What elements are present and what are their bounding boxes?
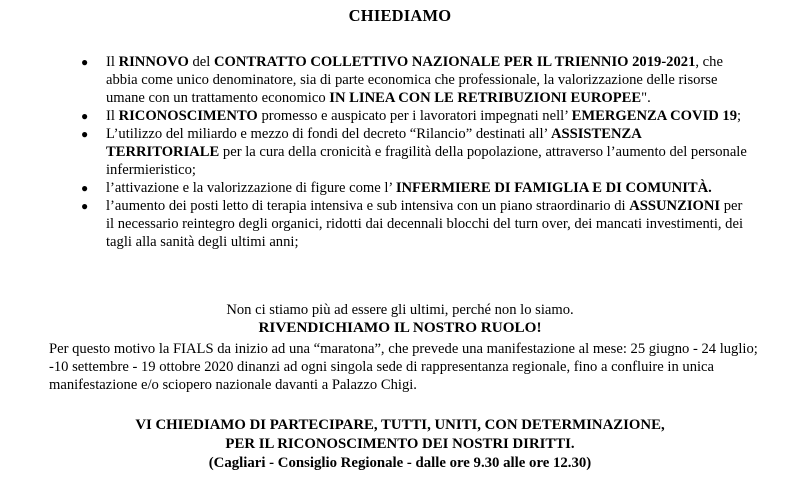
call-line: VI CHIEDIAMO DI PARTECIPARE, TUTTI, UNITI, CON DETERMINAZIONE, [135,417,665,433]
item-text: ; [737,108,742,124]
item-text: per il necessario reintegro degli organici, ridotti dai decennali blocchi del turn over, dei mancati investimenti, dei tagli alla sanità degli ultimi anni; [106,198,744,250]
list-item [0,53,800,107]
item-text: Il [106,54,119,70]
item-text-bold: IN LINEA CON LE RETRIBUZIONI EUROPEE [329,90,642,106]
page-title: CHIEDIAMO [348,6,452,25]
slogan-heading: RIVENDICHIAMO IL NOSTRO RUOLO! [258,319,542,336]
item-text: promesso e auspicato per i lavoratori impegnati nell’ [257,108,572,124]
bullet-icon: ● [81,127,89,141]
item-text: Il [106,108,119,124]
list-item [0,179,800,197]
item-text: l’aumento dei posti letto di terapia intensiva e sub intensiva con un piano straordinario di [106,198,630,214]
bullet-icon: ● [81,109,89,123]
item-text-bold: INFERMIERE DI FAMIGLIA E DI COMUNITÀ. [395,180,712,196]
list-item [0,107,800,125]
item-text-bold: ASSUNZIONI [629,198,721,214]
item-text-bold: RINNOVO [118,54,189,70]
maratona-paragraph: Per questo motivo la FIALS da inizio ad una “maratona”, che prevede una manifestazione al mese: 25 giugno - 24 luglio; -10 settembre - 19 ottobre 2020 dinanzi ad ogni singola sede di rappresentanza regionale, fino a confluire in unica manifestazione e/o sciopero nazionale davanti a Palazzo Chigi. [49,341,758,393]
bullet-icon: ● [81,199,89,213]
list-item [0,197,800,251]
item-text: ". [641,90,651,106]
item-text: l’attivazione e la valorizzazione di figure come l’ [106,180,396,196]
item-text-bold: RICONOSCIMENTO [118,108,258,124]
item-text-bold: CONTRATTO COLLETTIVO NAZIONALE PER IL TRIENNIO 2019-2021 [213,54,696,70]
statement-text: Non ci stiamo più ad essere gli ultimi, perché non lo siamo. [226,302,574,318]
list-item [0,125,800,179]
item-text-bold: EMERGENZA COVID 19 [571,108,738,124]
bullet-icon: ● [81,181,89,195]
call-line: PER IL RICONOSCIMENTO DEI NOSTRI DIRITTI. [225,436,575,452]
demands-list [0,53,800,251]
bullet-icon: ● [81,55,89,69]
item-text: del [188,54,214,70]
item-text: L’utilizzo del miliardo e mezzo di fondi del decreto “Rilancio” destinati all’ [106,126,551,142]
item-text: per la cura della cronicità e fragilità della popolazione, attraverso l’aumento del personale infermieristico; [106,144,747,178]
item-text: , che abbia come unico denominatore, sia di parte economica che professionale, la valorizzazione delle risorse umane con un trattamento economico [106,54,723,106]
event-details: (Cagliari - Consiglio Regionale - dalle ore 9.30 alle ore 12.30) [208,455,592,471]
item-text-bold: ASSISTENZA TERRITORIALE [106,126,641,160]
call-to-action [0,416,800,473]
